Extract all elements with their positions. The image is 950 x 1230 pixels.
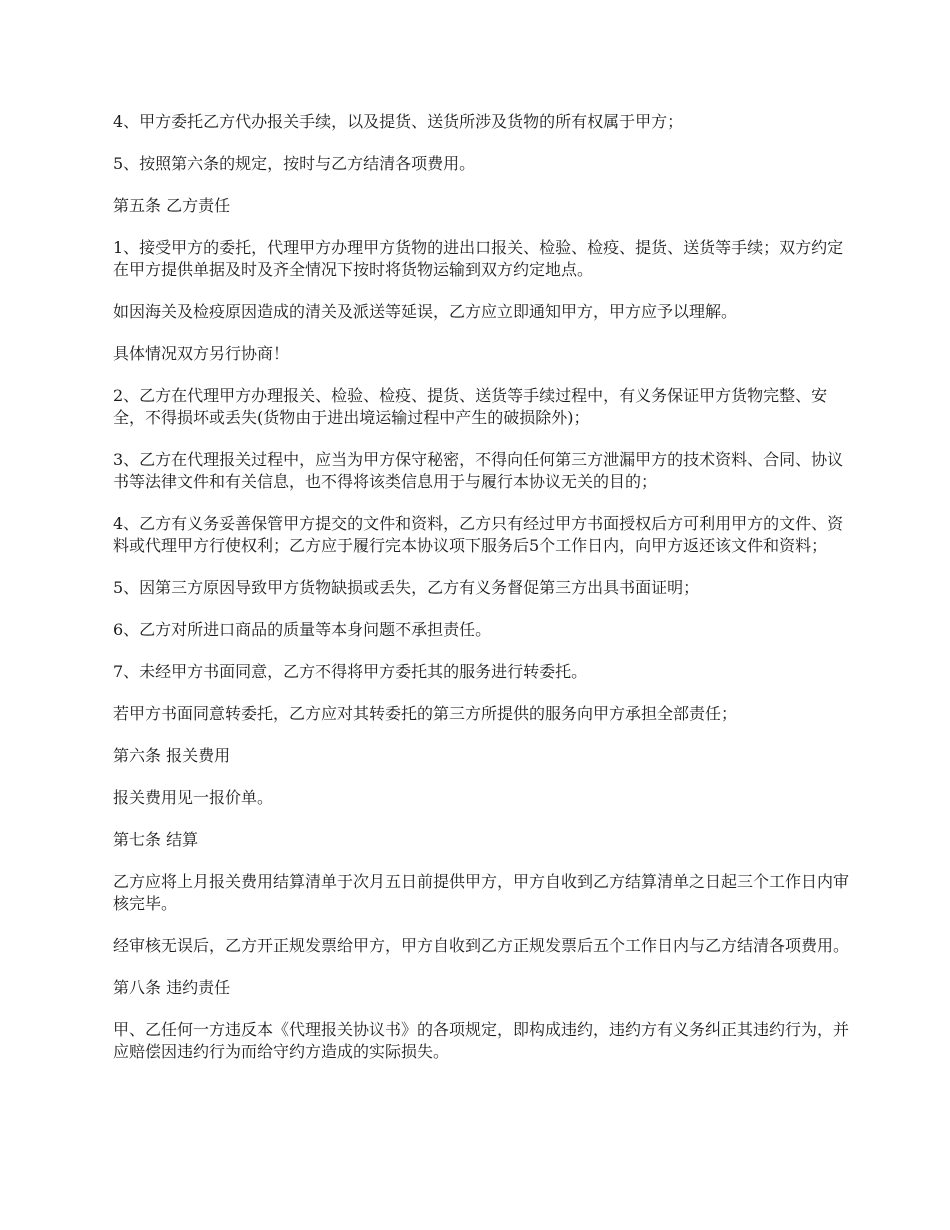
clause-paragraph: 报关费用见一报价单。 [113,788,274,807]
section-heading: 第八条 违约责任 [113,978,231,997]
clause-paragraph: 1、接受甲方的委托，代理甲方办理甲方货物的进出口报关、检验、检疫、提货、送货等手续；双方约定在甲方提供单据及时及齐全情况下按时将货物运输到双方约定地点。 [113,238,844,279]
clause-paragraph: 5、按照第六条的规定，按时与乙方结清各项费用。 [113,154,476,173]
clause-paragraph: 如因海关及检疫原因造成的清关及派送等延误，乙方应立即通知甲方，甲方应予以理解。 [113,302,738,321]
section-heading: 第六条 报关费用 [113,746,231,765]
clause-paragraph: 4、甲方委托乙方代办报关手续，以及提货、送货所涉及货物的所有权属于甲方； [113,112,684,131]
clause-paragraph: 4、乙方有义务妥善保管甲方提交的文件和资料，乙方只有经过甲方书面授权后方可利用甲方的文件、资料或代理甲方行使权利；乙方应于履行完本协议项下服务后5个工作日内，向甲方返还该文件和资料； [113,514,844,555]
clause-paragraph: 乙方应将上月报关费用结算清单于次月五日前提供甲方，甲方自收到乙方结算清单之日起三个工作日内审核完毕。 [113,872,850,913]
document-body [113,111,853,1083]
clause-paragraph: 具体情况双方另行协商！ [113,344,290,363]
clause-paragraph: 5、因第三方原因导致甲方货物缺损或丢失，乙方有义务督促第三方出具书面证明； [113,578,700,597]
clause-paragraph: 经审核无误后，乙方开正规发票给甲方，甲方自收到乙方正规发票后五个工作日内与乙方结清各项费用。 [113,936,850,955]
section-heading: 第五条 乙方责任 [113,196,231,215]
clause-paragraph: 若甲方书面同意转委托，乙方应对其转委托的第三方所提供的服务向甲方承担全部责任； [113,704,738,723]
clause-paragraph: 3、乙方在代理报关过程中，应当为甲方保守秘密，不得向任何第三方泄漏甲方的技术资料、合同、协议书等法律文件和有关信息，也不得将该类信息用于与履行本协议无关的目的； [113,450,844,491]
clause-paragraph: 7、未经甲方书面同意，乙方不得将甲方委托其的服务进行转委托。 [113,662,588,681]
clause-paragraph: 甲、乙任何一方违反本《代理报关协议书》的各项规定，即构成违约，违约方有义务纠正其违约行为，并应赔偿因违约行为而给守约方造成的实际损失。 [113,1020,850,1061]
section-heading: 第七条 结算 [113,830,199,849]
clause-paragraph: 6、乙方对所进口商品的质量等本身问题不承担责任。 [113,620,492,639]
clause-paragraph: 2、乙方在代理甲方办理报关、检验、检疫、提货、送货等手续过程中，有义务保证甲方货物完整、安全，不得损坏或丢失(货物由于进出境运输过程中产生的破损除外)； [113,386,828,427]
